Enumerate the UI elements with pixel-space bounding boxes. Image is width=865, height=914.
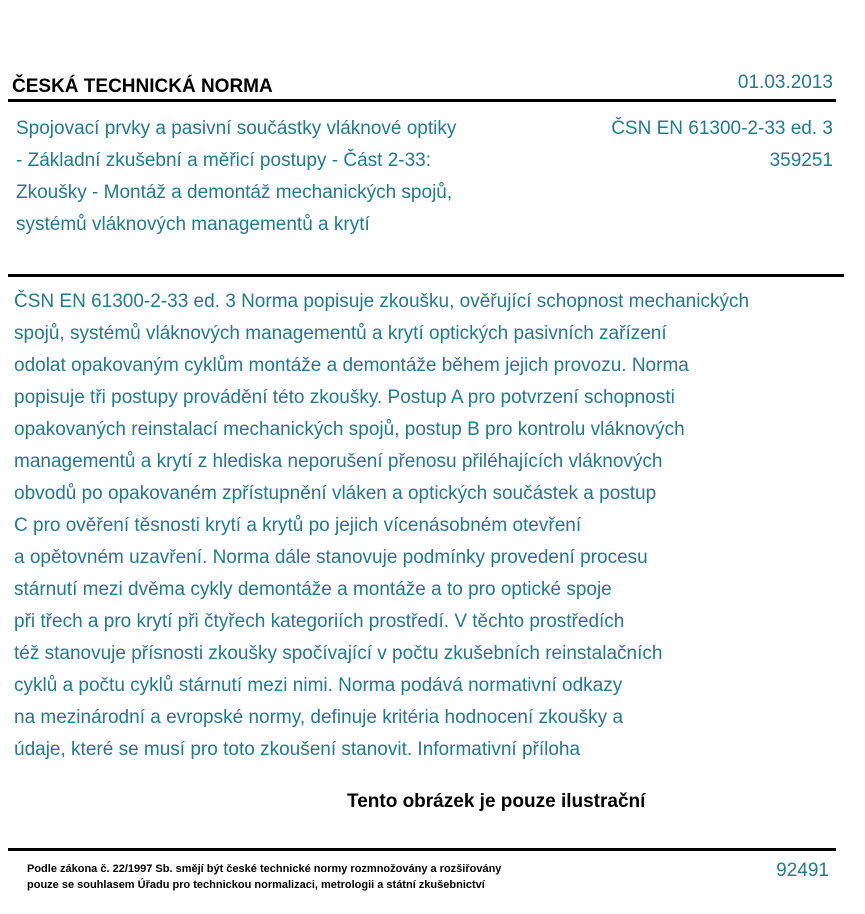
footer-divider [8,848,836,851]
abstract-line: managementů a krytí z hlediska neporušení přenosu přiléhajících vláknových [14,451,663,472]
copyright-notice [27,861,501,893]
abstract-line: odolat opakovaným cyklům montáže a demontáže během jejich provozu. Norma [14,355,689,376]
abstract-line: C pro ověření těsnosti krytí a krytů po jejich vícenásobném otevření [14,515,582,536]
abstract-text [14,286,854,766]
abstract-line: na mezinárodní a evropské normy, definuje kritéria hodnocení zkoušky a [14,707,624,728]
abstract-line: též stanovuje přísnosti zkoušky spočívající v počtu zkušebních reinstalačních [14,643,663,664]
standard-title-line: Spojovací prvky a pasivní součástky vláknové optiky [16,118,457,139]
title-divider [8,274,844,277]
standard-title-line: - Základní zkušební a měřicí postupy - Část 2-33: [16,150,432,171]
abstract-line: a opětovném uzavření. Norma dále stanovuje podmínky provedení procesu [14,547,648,568]
document-number: 92491 [776,860,829,881]
header-divider [8,99,836,102]
issue-date: 01.03.2013 [737,72,833,93]
standard-code: ČSN EN 61300-2-33 ed. 3 [611,118,833,139]
abstract-line: stárnutí mezi dvěma cykly demontáže a montáže a to pro optické spoje [14,579,612,600]
abstract-line: obvodů po opakovaném zpřístupnění vláken a optických součástek a postup [14,483,657,504]
abstract-line: spojů, systémů vláknových managementů a krytí optických pasivních zařízení [14,323,667,344]
document-type-title: ČESKÁ TECHNICKÁ NORMA [12,76,273,97]
abstract-line: popisuje tři postupy provádění této zkoušky. Postup A pro potvrzení schopnosti [14,387,675,408]
illustration-notice: Tento obrázek je pouze ilustrační [347,791,646,812]
standard-title [16,113,536,241]
abstract-line: při třech a pro krytí při čtyřech kategoriích prostředí. V těchto prostředích [14,611,625,632]
abstract-line: cyklů a počtu cyklů stárnutí mezi nimi. Norma podává normativní odkazy [14,675,623,696]
standard-identifiers [611,113,833,177]
copyright-line: Podle zákona č. 22/1997 Sb. smějí být české technické normy rozmnožovány a rozšiřovány [27,863,502,875]
abstract-line: ČSN EN 61300-2-33 ed. 3 Norma popisuje zkoušku, ověřující schopnost mechanických [14,291,750,312]
standard-title-line: Zkoušky - Montáž a demontáž mechanických spojů, [16,182,453,203]
abstract-line: opakovaných reinstalací mechanických spojů, postup B pro kontrolu vláknových [14,419,685,440]
standard-title-line: systémů vláknových managementů a krytí [16,214,370,235]
class-number: 359251 [769,150,833,171]
copyright-line: pouze se souhlasem Úřadu pro technickou normalizaci, metrologii a státní zkušebnictví [27,879,485,891]
abstract-line: údaje, které se musí pro toto zkoušení stanovit. Informativní příloha [14,739,581,760]
